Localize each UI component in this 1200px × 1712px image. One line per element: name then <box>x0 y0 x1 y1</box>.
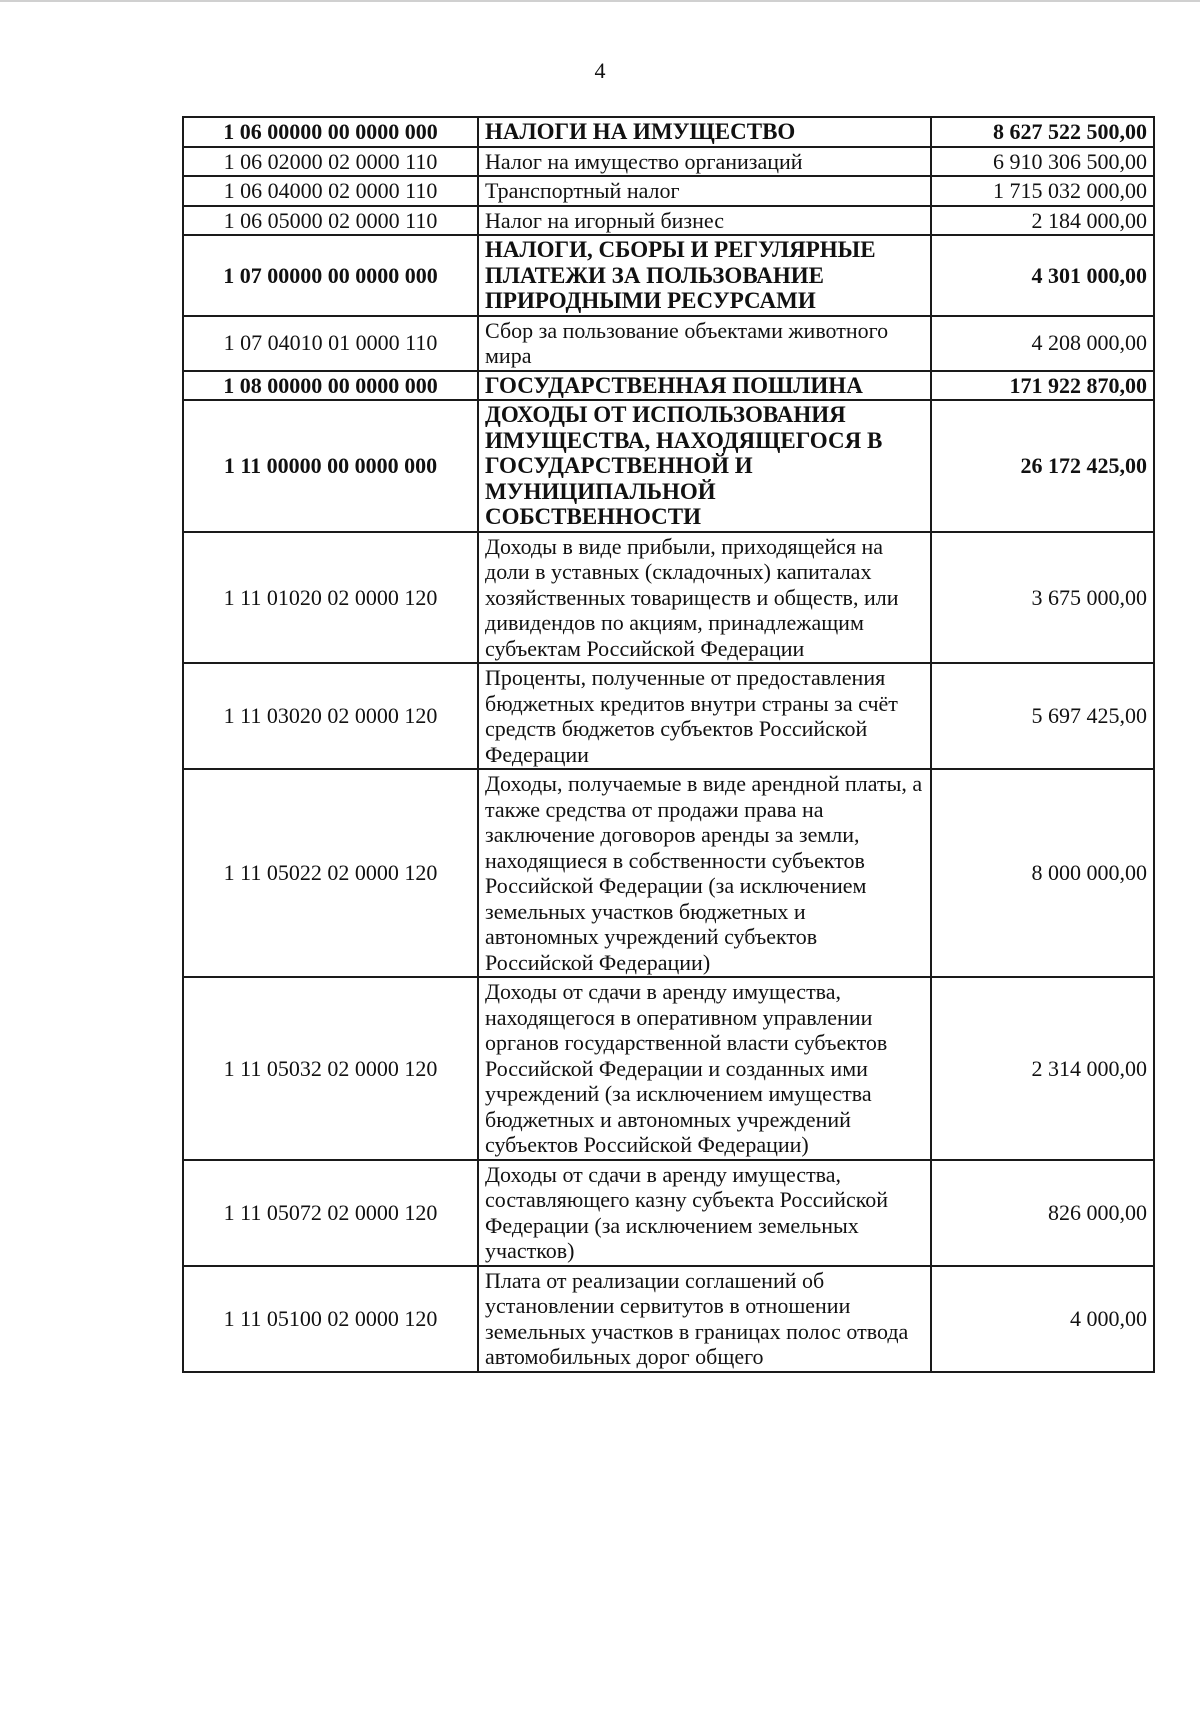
budget-code: 1 11 03020 02 0000 120 <box>183 663 478 769</box>
budget-code: 1 06 02000 02 0000 110 <box>183 147 478 177</box>
budget-code: 1 11 05032 02 0000 120 <box>183 977 478 1160</box>
table-row <box>183 316 1154 371</box>
amount: 5 697 425,00 <box>931 663 1154 769</box>
budget-code: 1 08 00000 00 0000 000 <box>183 371 478 401</box>
amount: 8 000 000,00 <box>931 769 1154 977</box>
revenue-name: Налог на имущество организаций <box>478 147 931 177</box>
revenue-name: НАЛОГИ, СБОРЫ И РЕГУЛЯРНЫЕ ПЛАТЕЖИ ЗА ПОЛЬЗОВАНИЕ ПРИРОДНЫМИ РЕСУРСАМИ <box>478 235 931 316</box>
revenue-name: Доходы от сдачи в аренду имущества, составляющего казну субъекта Российской Федерации (за исключением земельных участков) <box>478 1160 931 1266</box>
revenue-name: Сбор за пользование объектами животного мира <box>478 316 931 371</box>
amount: 3 675 000,00 <box>931 532 1154 664</box>
revenue-name: ДОХОДЫ ОТ ИСПОЛЬЗОВАНИЯ ИМУЩЕСТВА, НАХОДЯЩЕГОСЯ В ГОСУДАРСТВЕННОЙ И МУНИЦИПАЛЬНОЙ СОБСТВЕННОСТИ <box>478 400 931 532</box>
budget-code: 1 11 05022 02 0000 120 <box>183 769 478 977</box>
amount: 4 000,00 <box>931 1266 1154 1372</box>
table-row <box>183 769 1154 977</box>
table-row <box>183 147 1154 177</box>
revenue-name: ГОСУДАРСТВЕННАЯ ПОШЛИНА <box>478 371 931 401</box>
amount: 4 208 000,00 <box>931 316 1154 371</box>
table-row <box>183 977 1154 1160</box>
revenue-name: Доходы, получаемые в виде арендной платы, а также средства от продажи права на заключение договоров аренды за земли, находящиеся в собственности субъектов Российской Федерации (за исключением земельных участков бюджетных и автономных учреждений субъектов Российской Федерации) <box>478 769 931 977</box>
budget-code: 1 06 00000 00 0000 000 <box>183 117 478 147</box>
amount: 171 922 870,00 <box>931 371 1154 401</box>
table-row <box>183 400 1154 532</box>
revenue-name: Доходы от сдачи в аренду имущества, находящегося в оперативном управлении органов государственной власти субъектов Российской Федерации и созданных ими учреждений (за исключением имущества бюджетных и автономных учреждений субъектов Российской Федерации) <box>478 977 931 1160</box>
revenue-name: Доходы в виде прибыли, приходящейся на доли в уставных (складочных) капиталах хозяйственных товариществ и обществ, или дивидендов по акциям, принадлежащим субъектам Российской Федерации <box>478 532 931 664</box>
revenue-name: Налог на игорный бизнес <box>478 206 931 236</box>
revenue-name: НАЛОГИ НА ИМУЩЕСТВО <box>478 117 931 147</box>
budget-code: 1 07 04010 01 0000 110 <box>183 316 478 371</box>
amount: 2 314 000,00 <box>931 977 1154 1160</box>
table-row <box>183 1266 1154 1372</box>
revenue-name: Транспортный налог <box>478 176 931 206</box>
budget-code: 1 07 00000 00 0000 000 <box>183 235 478 316</box>
amount: 26 172 425,00 <box>931 400 1154 532</box>
budget-code: 1 11 05072 02 0000 120 <box>183 1160 478 1266</box>
table-row <box>183 206 1154 236</box>
table-row <box>183 1160 1154 1266</box>
budget-code: 1 11 00000 00 0000 000 <box>183 400 478 532</box>
table-row <box>183 235 1154 316</box>
budget-code: 1 06 04000 02 0000 110 <box>183 176 478 206</box>
table-row <box>183 117 1154 147</box>
budget-code: 1 11 01020 02 0000 120 <box>183 532 478 664</box>
amount: 826 000,00 <box>931 1160 1154 1266</box>
amount: 6 910 306 500,00 <box>931 147 1154 177</box>
budget-code: 1 06 05000 02 0000 110 <box>183 206 478 236</box>
table-row <box>183 663 1154 769</box>
amount: 1 715 032 000,00 <box>931 176 1154 206</box>
amount: 2 184 000,00 <box>931 206 1154 236</box>
amount: 8 627 522 500,00 <box>931 117 1154 147</box>
budget-code: 1 11 05100 02 0000 120 <box>183 1266 478 1372</box>
amount: 4 301 000,00 <box>931 235 1154 316</box>
table-row <box>183 371 1154 401</box>
page-number: 4 <box>594 58 606 83</box>
table-row <box>183 176 1154 206</box>
scan-edge <box>0 0 1200 2</box>
revenue-name: Проценты, полученные от предоставления бюджетных кредитов внутри страны за счёт средств бюджетов субъектов Российской Федерации <box>478 663 931 769</box>
revenue-name: Плата от реализации соглашений об установлении сервитутов в отношении земельных участков в границах полос отвода автомобильных дорог общего <box>478 1266 931 1372</box>
budget-revenue-table <box>182 116 1155 1373</box>
table-row <box>183 532 1154 664</box>
